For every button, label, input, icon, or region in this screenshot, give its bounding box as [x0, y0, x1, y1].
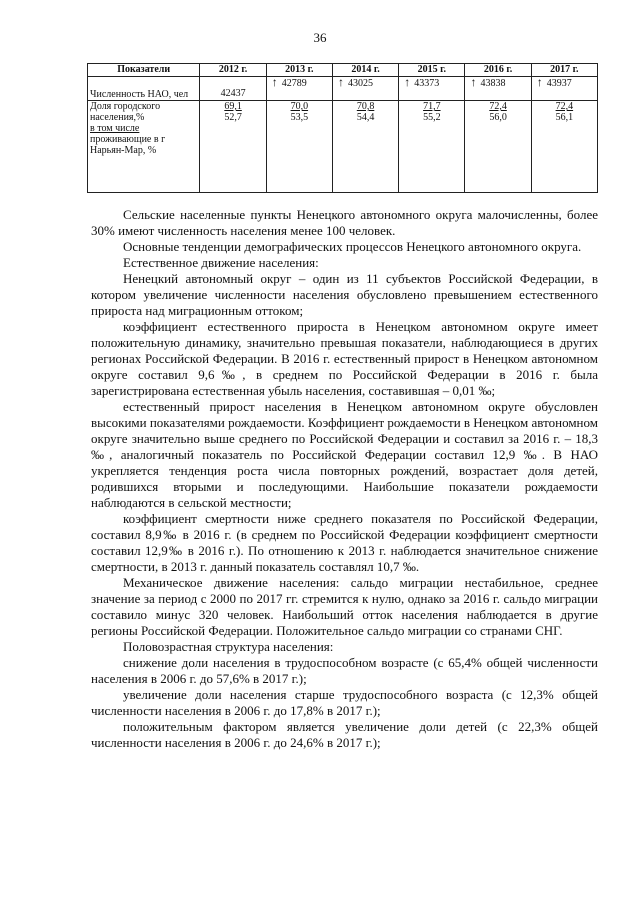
population-value: 43838: [480, 78, 506, 89]
urban-share-value: 69,1: [224, 101, 242, 112]
paragraph: Сельские населенные пункты Ненецкого автономного округа малочисленны, более 30% имеют численность населения менее 100 человек.: [91, 207, 598, 238]
naryan-mar-share-value: 56,1: [555, 112, 574, 123]
paragraph: естественный прирост населения в Ненецком автономном округе обусловлен высокими показателями рождаемости. Коэффициент рождаемости в Ненецком автономном округе значительно выше среднего по Российской Федерации и составил за 2016 г. – 18,3 ‰, аналогичный показатель по Российской Федерации составил 12,9 ‰. В НАО укрепляется тенденция роста числа повторных рождений, возрастает доля детей, родившихся вторыми и последующими. Наибольшие показатели рождаемости наблюдаются в сельской местности;: [91, 399, 598, 510]
paragraph: увеличение доли населения старше трудоспособного возраста (с 12,3% общей численности населения в 2006 г. до 17,8% в 2017 г.);: [91, 687, 598, 718]
urban-share-value: 71,7: [423, 101, 441, 112]
urban-cell-2016: [465, 101, 531, 193]
body-text: [91, 207, 598, 751]
population-value: 43373: [414, 78, 440, 89]
header-year-2014: 2014 г.: [332, 64, 398, 77]
naryan-mar-share-value: 52,7: [224, 112, 242, 123]
urban-share-value: 72,4: [555, 101, 574, 112]
header-year-2012: 2012 г.: [200, 64, 266, 77]
urban-share-value: 70,0: [290, 101, 309, 112]
paragraph: коэффициент естественного прироста в Ненецком автономном округе имеет положительную динамику, значительно превышая показатели, наблюдающиеся в других регионах Российской Федерации. В 2016 г. естественный прирост в Ненецком автономном округе составил 9,6‰, в среднем по Российской Федерации в 2016 г. была зарегистрирована естественная убыль населения, составившая – 0,01 ‰;: [91, 319, 598, 398]
naryan-mar-share-value: 53,5: [290, 112, 309, 123]
header-indicator: Показатели: [88, 64, 200, 77]
population-cell-2014: [332, 77, 398, 101]
paragraph: положительным фактором является увеличение доли детей (с 22,3% общей численности населения в 2006 г. до 24,6% в 2017 г.);: [91, 719, 598, 750]
urban-cell-2015: [399, 101, 465, 193]
up-arrow-icon: ↑: [337, 75, 344, 89]
urban-share-value: 70,8: [356, 101, 375, 112]
header-year-2017: 2017 г.: [531, 64, 597, 77]
urban-cell-2013: [266, 101, 332, 193]
population-cell-2013: [266, 77, 332, 101]
population-value: 42437: [220, 88, 246, 99]
urban-cell-2014: [332, 101, 398, 193]
urban-cell-2017: [531, 101, 597, 193]
population-table: [87, 63, 598, 193]
naryan-mar-share-value: 56,0: [489, 112, 507, 123]
table-row-urban-share: [88, 101, 598, 193]
paragraph: Естественное движение населения:: [123, 255, 319, 270]
up-arrow-icon: ↑: [404, 75, 411, 89]
population-value: 43025: [347, 78, 373, 89]
population-cell-2016: [465, 77, 531, 101]
population-value: 42789: [281, 78, 307, 89]
naryan-mar-share-value: 55,2: [423, 112, 441, 123]
paragraph: Половозрастная структура населения:: [123, 639, 334, 654]
paragraph: Ненецкий автономный округ – один из 11 субъектов Российской Федерации, в котором увеличение численности населения обусловлено превышением естественного прироста над миграционным оттоком;: [91, 271, 598, 318]
header-year-2015: 2015 г.: [399, 64, 465, 77]
page-number: 36: [313, 30, 327, 45]
urban-share-value: 72,4: [489, 101, 507, 112]
up-arrow-icon: ↑: [536, 75, 543, 89]
up-arrow-icon: ↑: [470, 75, 477, 89]
up-arrow-icon: ↑: [271, 75, 278, 89]
population-cell-2012: [200, 77, 266, 101]
paragraph: коэффициент смертности ниже среднего показателя по Российской Федерации, составил 8,9‰ в 2016 г. (в среднем по Российской Федерации коэффициент смертности составил 12,9‰ в 2016 г.). По отношению к 2013 г. наблюдается значительное снижение смертности, в 2013 г. данный показатель составлял 10,7 ‰.: [91, 511, 598, 574]
urban-share-label: Доля городского населения,% в том числе проживающие в г Нарьян-Мар, %: [88, 101, 200, 193]
header-year-2013: 2013 г.: [266, 64, 332, 77]
paragraph: Основные тенденции демографических процессов Ненецкого автономного округа.: [123, 239, 582, 254]
paragraph: Механическое движение населения: сальдо миграции нестабильное, среднее значение за период с 2000 по 2017 гг. стремится к нулю, однако за 2016 г. сальдо миграции составило минус 320 человек. Наибольший отток населения наблюдается в другие регионы Российской Федерации. Положительное сальдо миграции со странами СНГ.: [91, 575, 598, 638]
naryan-mar-share-value: 54,4: [356, 112, 375, 123]
population-value: 43937: [546, 78, 572, 89]
population-cell-2015: [399, 77, 465, 101]
population-label: Численность НАО, чел: [88, 77, 200, 101]
table-row-population: [88, 77, 598, 101]
header-year-2016: 2016 г.: [465, 64, 531, 77]
urban-cell-2012: [200, 101, 266, 193]
paragraph: снижение доли населения в трудоспособном возрасте (с 65,4% общей численности населения в 2006 г. до 57,6% в 2017 г.);: [91, 655, 598, 686]
population-cell-2017: [531, 77, 597, 101]
